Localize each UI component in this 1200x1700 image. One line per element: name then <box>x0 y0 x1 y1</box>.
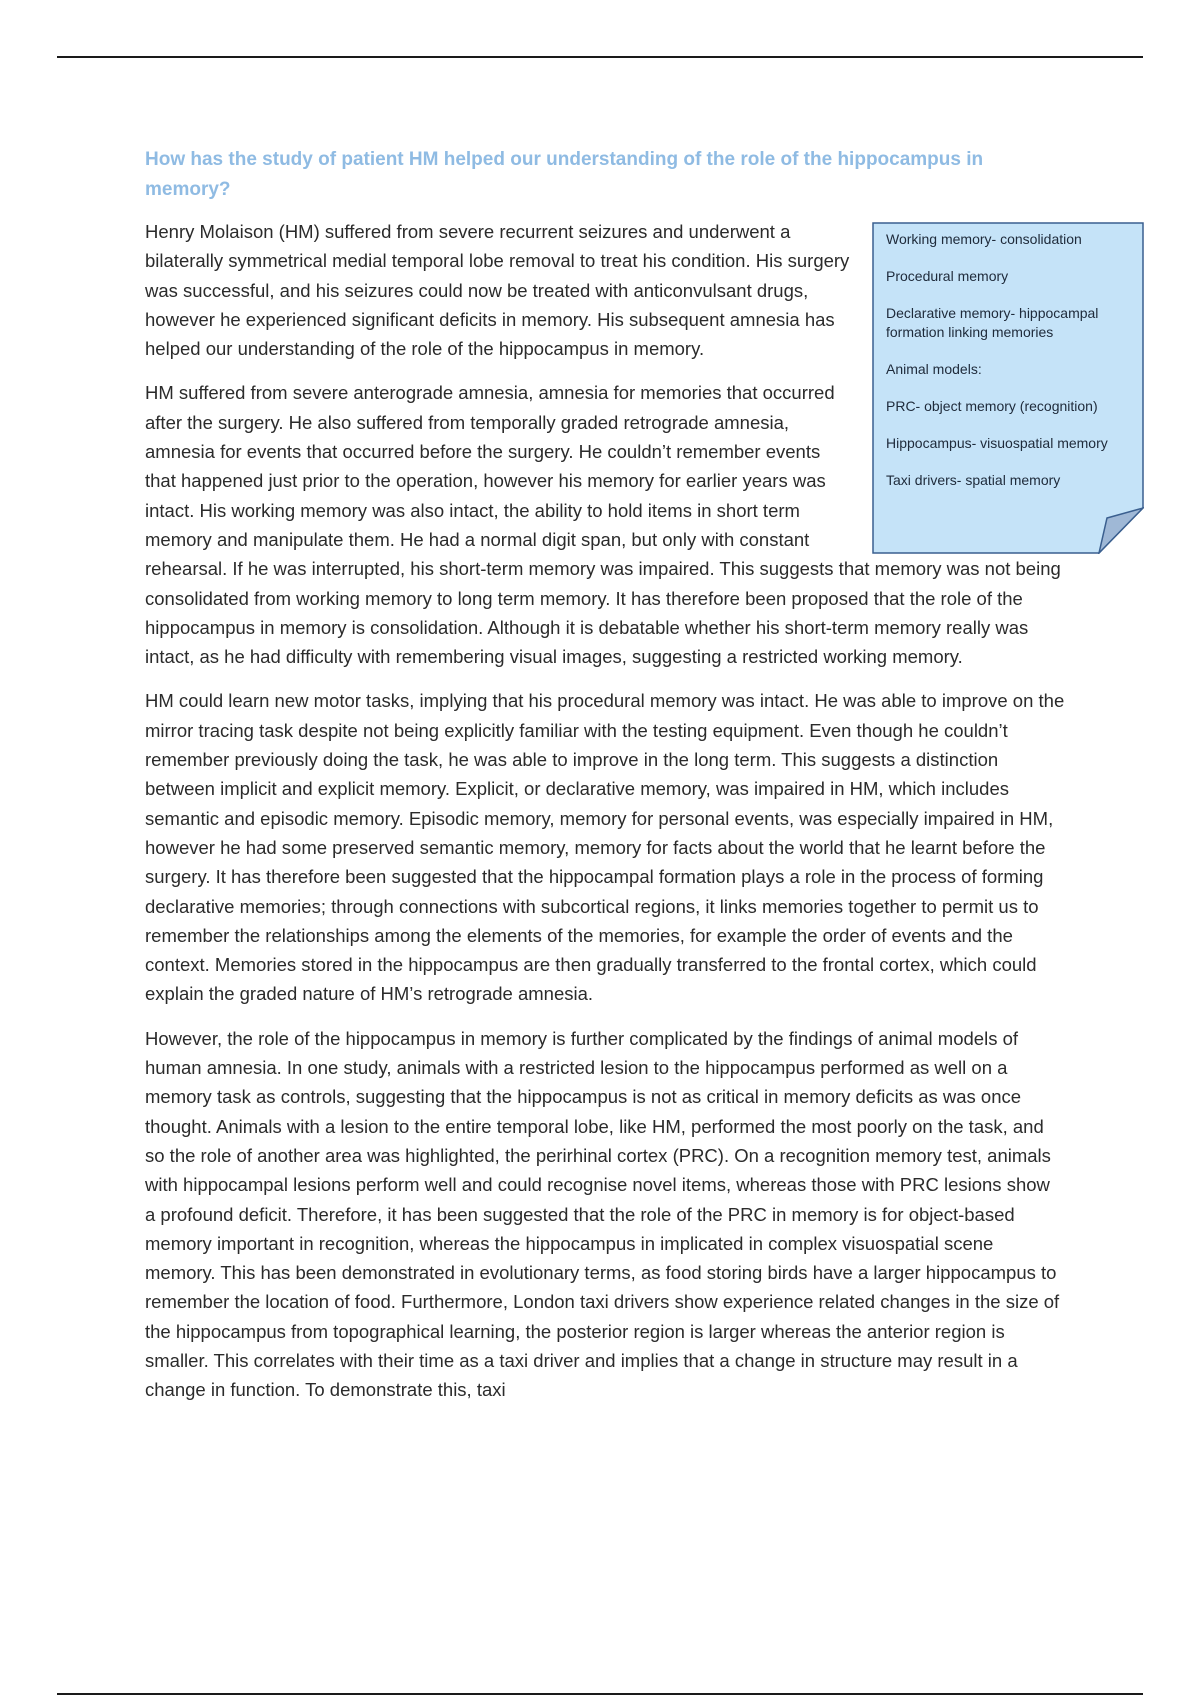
note-item: PRC- object memory (recognition) <box>886 398 1098 414</box>
question-heading: How has the study of patient HM helped our understanding of the role of the hippocampus in memory? <box>145 149 984 200</box>
paragraph-procedural: HM could learn new motor tasks, implying that his procedural memory was intact. He was able to improve on the mirror tracing task despite not being explicitly familiar with the testing equipment. Even though he couldn’t remember previously doing the task, he was able to improve in the long term. This suggests a distinction between implicit and explicit memory. Explicit, or declarative memory, was impaired in HM, which includes semantic and episodic memory. Episodic memory, memory for personal events, was especially impaired in HM, however he had some preserved semantic memory, memory for facts about the world that he learnt before the surgery. It has therefore been suggested that the hippocampal formation plays a role in the process of forming declarative memories; through connections with subcortical regions, it links memories together to permit us to remember the relationships among the elements of the memories, for example the order of events and the context. Memories stored in the hippocampus are then gradually transferred to the frontal cortex, which could explain the graded nature of HM’s retrograde amnesia. <box>145 690 1065 1005</box>
note-item: Animal models: <box>886 361 982 377</box>
paragraph-intro: Henry Molaison (HM) suffered from severe recurrent seizures and underwent a bilaterally symmetrical medial temporal lobe removal to treat his condition. His surgery was successful, and his seizures could now be treated with anticonvulsant drugs, however he experienced significant deficits in memory. His subsequent amnesia has helped our understanding of the role of the hippocampus in memory. <box>145 221 850 360</box>
paragraph-amnesia: HM suffered from severe anterograde amnesia, amnesia for memories that occurred after the surgery. He also suffered from temporally graded retrograde amnesia, amnesia for events that occurred before the surgery. He couldn’t remember events that happened just prior to the operation, however his memory for earlier years was intact. His working memory was also intact, the ability to hold items in short term memory and manipulate them. He had a normal digit span, but only with constant rehearsal. If he was interrupted, his short-term memory was impaired. This suggests that memory was not being consolidated from working memory to long term memory. It has therefore been proposed that the role of the hippocampus in memory is consolidation. Although it is debatable whether his short-term memory really was intact, as he had difficulty with remembering visual images, suggesting a restricted working memory. <box>145 382 1061 668</box>
sticky-note <box>872 222 1144 554</box>
note-item: Working memory- consolidation <box>886 231 1082 247</box>
note-item: Hippocampus- visuospatial memory <box>886 435 1108 451</box>
note-list <box>886 230 1130 508</box>
paragraph-animal-models: However, the role of the hippocampus in memory is further complicated by the findings of animal models of human amnesia. In one study, animals with a restricted lesion to the hippocampus performed as well on a memory task as controls, suggesting that the hippocampus is not as critical in memory deficits as was once thought. Animals with a lesion to the entire temporal lobe, like HM, performed the most poorly on the task, and so the role of another area was highlighted, the perirhinal cortex (PRC). On a recognition memory test, animals with hippocampal lesions perform well and could recognise novel items, whereas those with PRC lesions show a profound deficit. Therefore, it has been suggested that the role of the PRC in memory is for object-based memory important in recognition, whereas the hippocampus in implicated in complex visuospatial scene memory. This has been demonstrated in evolutionary terms, as food storing birds have a larger hippocampus to remember the location of food. Furthermore, London taxi drivers show experience related changes in the size of the hippocampus from topographical learning, the posterior region is larger whereas the anterior region is smaller. This correlates with their time as a taxi driver and implies that a change in structure may result in a change in function. To demonstrate this, taxi <box>145 1027 1060 1401</box>
note-item: Procedural memory <box>886 268 1009 284</box>
note-item: Taxi drivers- spatial memory <box>886 472 1061 488</box>
footer-rule <box>57 1693 1143 1695</box>
note-item: Declarative memory- hippocampal formation linking memories <box>886 305 1099 340</box>
header-rule <box>57 56 1143 58</box>
